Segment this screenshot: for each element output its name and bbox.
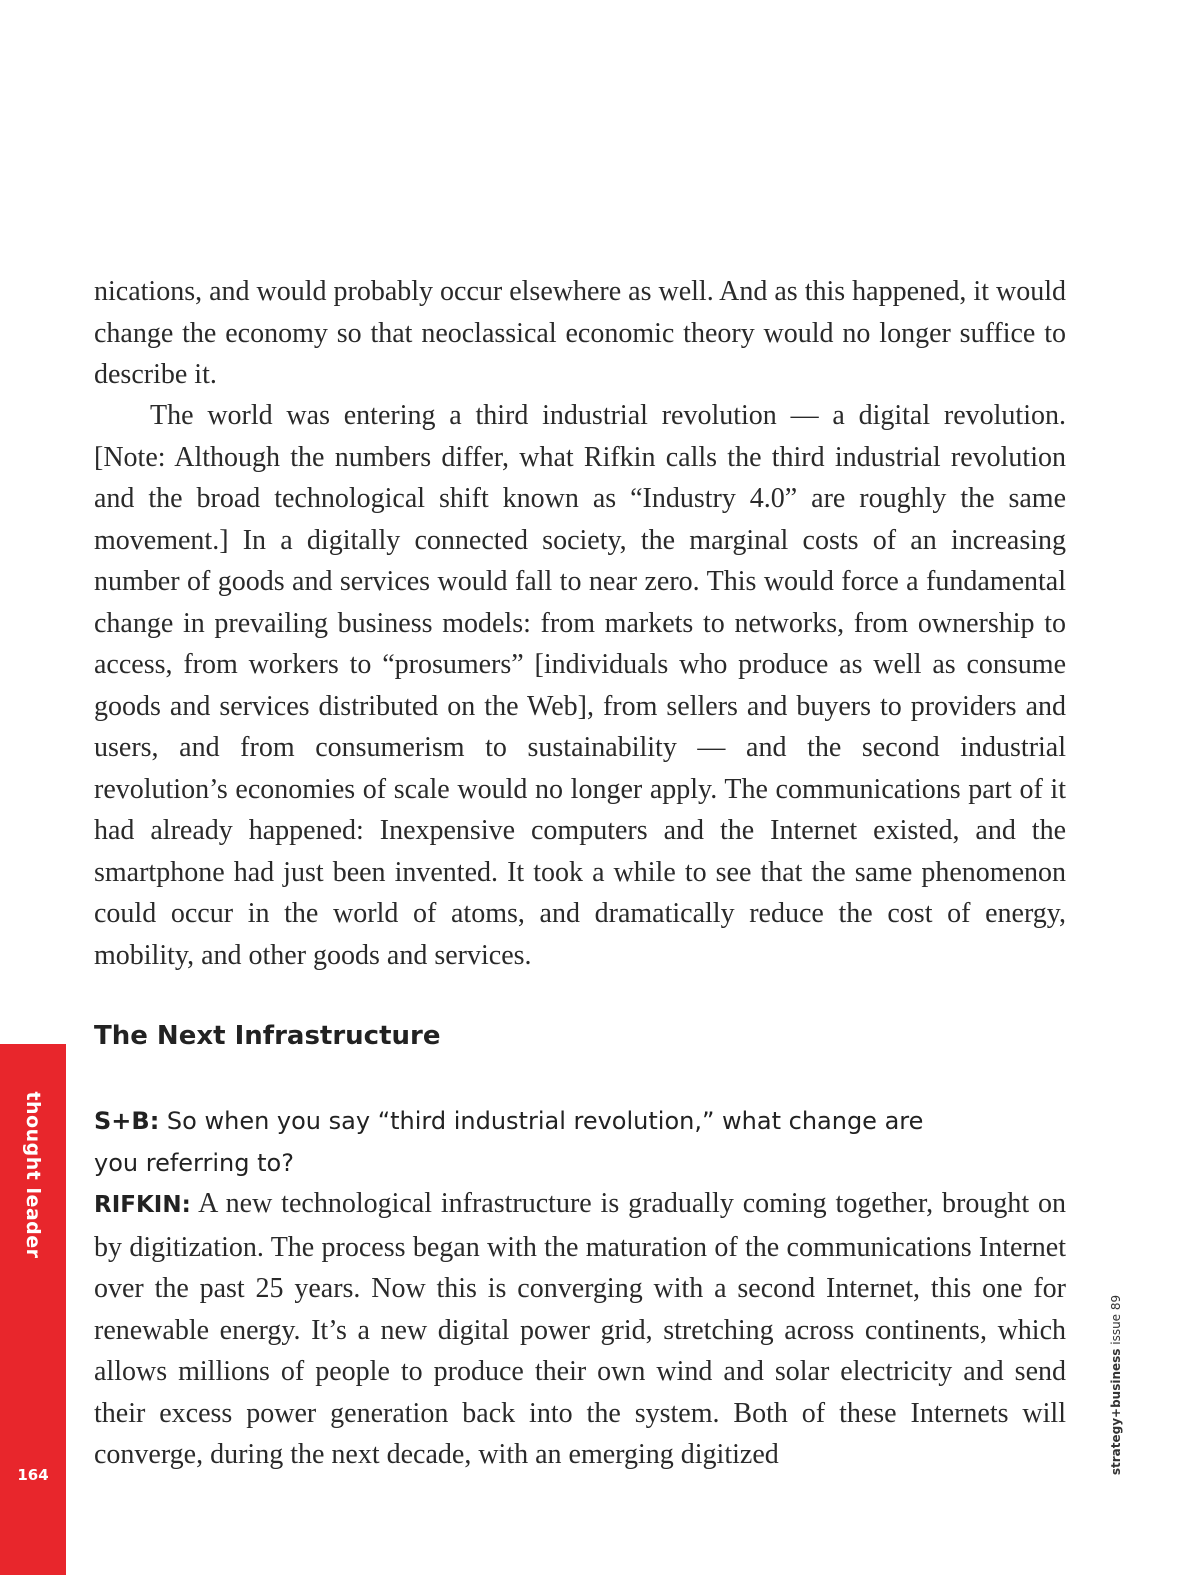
issue-label [1109, 1295, 1123, 1475]
body-paragraph: The world was entering a third industrial revolution — a digital revolution. [Note: Although the numbers differ, what Rifkin calls the third industrial revolution and the broad technological shift known as “Industry 4.0” are roughly the same movement.] In a digitally connected society, the marginal costs of an increasing number of goods and services would fall to near zero. This would force a fundamental change in prevailing business models: from markets to networks, from ownership to access, from workers to “prosumers” [individuals who produce as well as consume goods and services distributed on the Web], from sellers and buyers to providers and users, and from consumerism to sustainability — and the second industrial revolution’s economies of scale would no longer apply. The communications part of it had already happened: Inexpensive computers and the Internet existed, and the smartphone had just been invented. It took a while to see that the same phenomenon could occur in the world of atoms, and dramatically reduce the cost of energy, mobility, and other goods and services. [94, 400, 1066, 971]
page-number: 164 [17, 1466, 49, 1484]
answer-speaker: RIFKIN: [94, 1192, 191, 1218]
question-speaker: S+B: [94, 1107, 160, 1135]
answer-text: A new technological infrastructure is gradually coming together, brought on by digitization. The process began with the maturation of the communications Internet over the past 25 years. Now this is converging with a second Internet, this one for renewable energy. It’s a new digital power grid, stretching across continents, which allows millions of people to produce their own wind and solar electricity and send their excess power generation back into the system. Both of these Internets will converge, during the next decade, with an emerging digitized [94, 1188, 1066, 1470]
body-paragraph: nications, and would probably occur elsewhere as well. And as this happened, it would change the economy so that neoclassical economic theory would no longer suffice to describe it. [94, 276, 1066, 390]
section-heading: The Next Infrastructure [94, 1021, 441, 1051]
interview-answer [94, 1183, 1066, 1476]
magazine-name: strategy+business [1109, 1348, 1123, 1476]
question-text: So when you say “third industrial revolution,” what change are you referring to? [94, 1107, 924, 1177]
interview-question [94, 1101, 954, 1184]
issue-number: issue 89 [1109, 1294, 1123, 1349]
section-label: thought leader [22, 1091, 44, 1259]
